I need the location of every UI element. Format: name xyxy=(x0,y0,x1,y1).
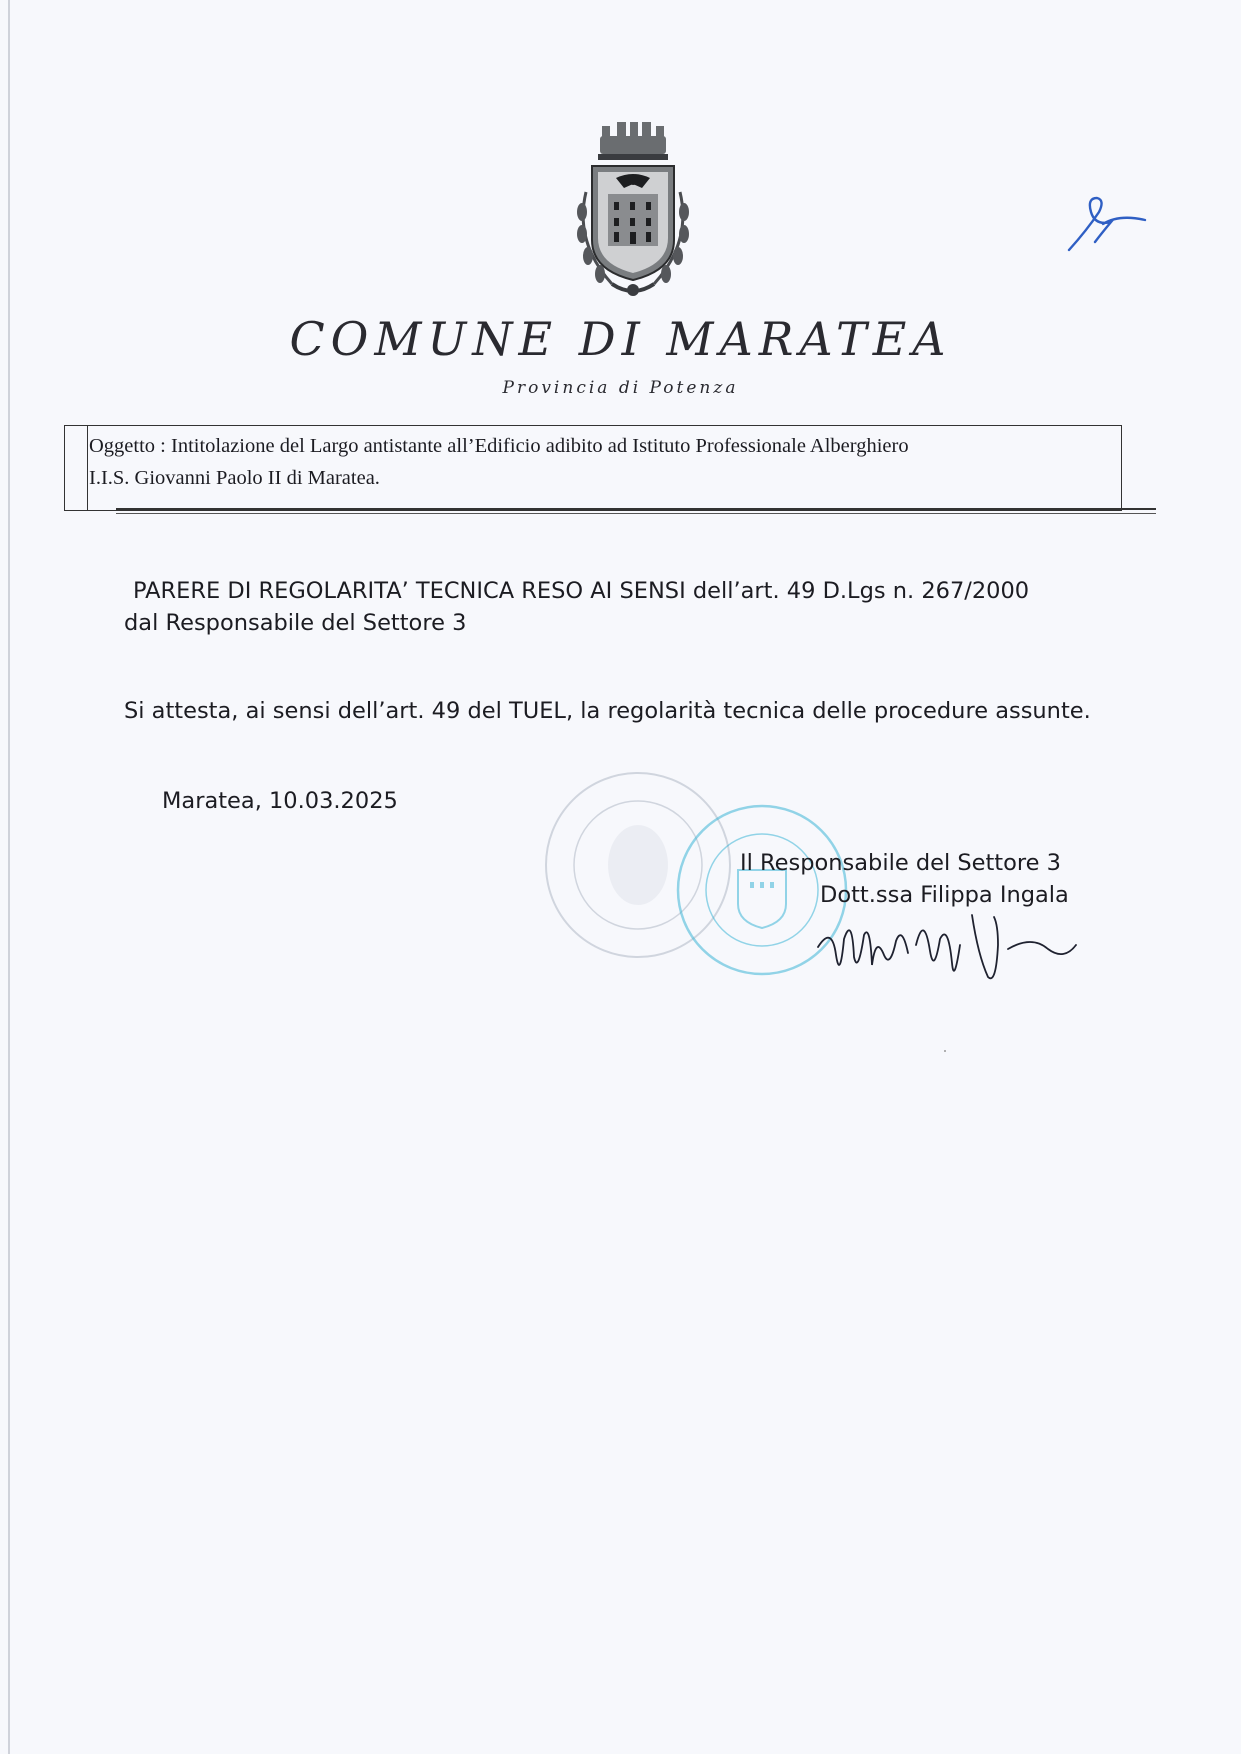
subject-box-margin-line xyxy=(87,426,88,510)
opinion-title: PARERE DI REGOLARITA’ TECNICA RESO AI SENSI dell’art. 49 D.Lgs n. 267/2000 xyxy=(133,578,1030,604)
separator-rule xyxy=(116,508,1156,510)
handwritten-initial-icon xyxy=(1065,190,1155,260)
signatory-name: Dott.ssa Filippa Ingala xyxy=(820,882,1069,908)
subject-text xyxy=(89,430,1119,494)
opinion-subtitle: dal Responsabile del Settore 3 xyxy=(124,610,467,636)
subject-line-1: Oggetto : Intitolazione del Largo antistante all’Edificio adibito ad Istituto Professionale Alberghiero xyxy=(89,435,909,457)
signatory-role: Il Responsabile del Settore 3 xyxy=(740,850,1061,876)
municipality-title: COMUNE DI MARATEA xyxy=(289,312,952,366)
scan-edge xyxy=(8,0,10,1754)
municipal-crest-icon xyxy=(568,122,698,307)
separator-rule-thin xyxy=(116,513,1156,514)
handwritten-signature-icon xyxy=(812,905,1082,990)
place-date: Maratea, 10.03.2025 xyxy=(162,788,398,814)
province-subtitle: Provincia di Potenza xyxy=(502,378,739,398)
attestation-paragraph: Si attesta, ai sensi dell’art. 49 del TUEL, la regolarità tecnica delle procedure assunte. xyxy=(124,698,1091,724)
subject-line-2: I.I.S. Giovanni Paolo II di Maratea. xyxy=(89,467,380,489)
scan-speck xyxy=(944,1050,946,1052)
